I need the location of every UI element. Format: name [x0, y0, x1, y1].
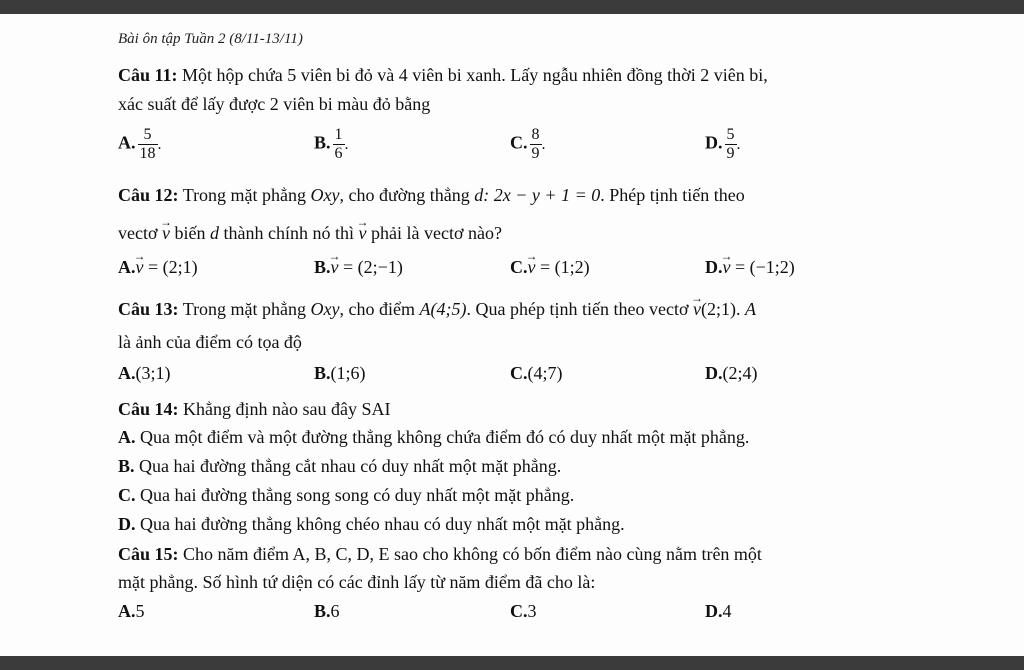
top-edge [0, 0, 1024, 14]
question-15-option-c: C.3 [510, 601, 537, 621]
fraction: $\frac{1}{6}$ [334, 126, 343, 162]
question-11-text-2: xác suất để lấy được 2 viên bi màu đỏ bằng [118, 94, 431, 114]
question-12-label: Câu 12: [118, 185, 179, 205]
question-11-line-1 [118, 64, 768, 86]
vector-v: → v [358, 222, 366, 244]
question-11-option-b: B. $\frac{1}{6}$ . [314, 126, 349, 162]
question-11-label: Câu 11: [118, 65, 178, 85]
question-15-line-1: Câu 15: Cho năm điểm A, B, C, D, E sao cho không có bốn điểm nào cùng nằm trên một [118, 544, 762, 564]
question-15-option-a: A.5 [118, 601, 145, 621]
question-13-option-c: C.(4;7) [510, 363, 563, 383]
question-15-option-d: D.4 [705, 601, 732, 621]
question-15-label: Câu 15: [118, 544, 179, 564]
question-11-text-1: Một hộp chứa 5 viên bi đỏ và 4 viên bi xanh. Lấy ngẫu nhiên đồng thời 2 viên bi, [182, 65, 768, 85]
question-14-line-1: Câu 14: Khẳng định nào sau đây SAI [118, 399, 391, 419]
question-11-option-c: C. $\frac{8}{9}$ . [510, 126, 546, 162]
vector-v: → v [162, 222, 170, 244]
fraction: $\frac{5}{18}$ [139, 126, 156, 162]
bottom-edge [0, 656, 1024, 670]
question-13-text-2: là ảnh của điểm có tọa độ [118, 332, 302, 352]
question-14-label: Câu 14: [118, 399, 179, 419]
vector-v: → v [693, 298, 701, 320]
question-15-text-2: mặt phẳng. Số hình tứ diện có các đỉnh lấy từ năm điểm đã cho là: [118, 572, 596, 592]
page-header: Bài ôn tập Tuần 2 (8/11-13/11) [118, 31, 303, 47]
question-11-option-d: D. $\frac{5}{9}$ . [705, 126, 741, 162]
question-12-line-2: vectơ → v biến d thành chính nó thì → v phải là vectơ nào? [118, 222, 502, 244]
fraction: $\frac{5}{9}$ [726, 126, 735, 162]
question-11-option-a: A. $\frac{5}{18}$ . [118, 126, 162, 162]
question-12-option-b: B.→ v = (2;−1) [314, 256, 403, 278]
question-14-option-b: B. Qua hai đường thẳng cắt nhau có duy nhất một mặt phẳng. [118, 456, 562, 476]
question-12-option-c: C.→ v = (1;2) [510, 256, 590, 278]
question-14-option-a: A. Qua một điểm và một đường thẳng không chứa điểm đó có duy nhất một mặt phẳng. [118, 427, 750, 447]
question-12-line-1: Câu 12: Trong mặt phẳng Oxy, cho đường thẳng d: 2x − y + 1 = 0. Phép tịnh tiến theo [118, 185, 745, 205]
question-14-option-c: C. Qua hai đường thẳng song song có duy nhất một mặt phẳng. [118, 485, 575, 505]
question-12-option-d: D.→ v = (−1;2) [705, 256, 795, 278]
question-14-option-d: D. Qua hai đường thẳng không chéo nhau có duy nhất một mặt phẳng. [118, 514, 625, 534]
question-13-line-1: Câu 13: Trong mặt phẳng Oxy, cho điểm A(4;5). Qua phép tịnh tiến theo vectơ → v(2;1). A [118, 298, 756, 320]
question-12-option-a: A.→ v = (2;1) [118, 256, 198, 278]
question-13-option-b: B.(1;6) [314, 363, 366, 383]
question-13-option-d: D.(2;4) [705, 363, 758, 383]
fraction: $\frac{8}{9}$ [531, 126, 540, 162]
question-15-option-b: B.6 [314, 601, 340, 621]
question-13-label: Câu 13: [118, 299, 179, 319]
question-13-option-a: A.(3;1) [118, 363, 171, 383]
